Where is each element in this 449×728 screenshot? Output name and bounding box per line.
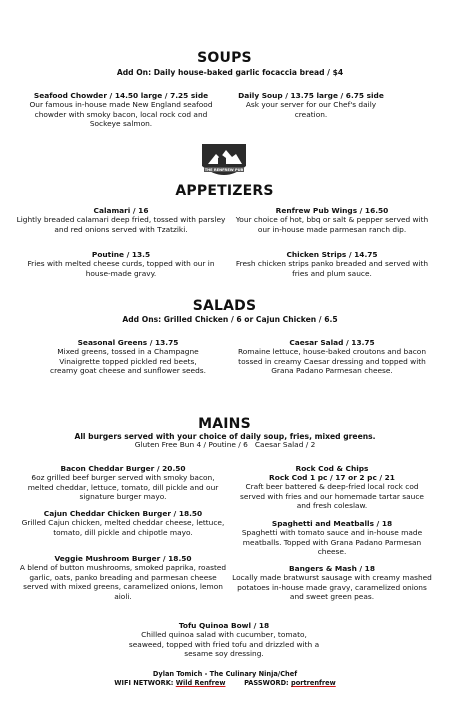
salads-heading: SALADS (192, 298, 257, 314)
item-desc: Fries with melted cheese curds, topped with our in house-made gravy. (27, 259, 215, 278)
soups-heading: SOUPS (197, 50, 252, 66)
logo-text: THE RENFREW PUB (204, 168, 244, 172)
main-item-bacon-cheddar-burger (18, 464, 228, 502)
item-price-options: Rock Cod 1 pc / 17 or 2 pc / 21 (269, 473, 395, 482)
item-desc: Our famous in-house made New England seafood chowder with smoky bacon, local rock cod and Sockeye salmon. (29, 100, 213, 129)
item-name: Seafood Chowder / 14.50 large / 7.25 side (33, 91, 209, 100)
item-name: Tofu Quinoa Bowl / 18 (178, 621, 270, 630)
main-item-tofu-bowl (124, 621, 324, 659)
item-desc: Spaghetti with tomato sauce and in-house made meatballs. Topped with Grana Padano Parmesan cheese. (241, 528, 423, 557)
main-item-cajun-chicken-burger (18, 509, 228, 537)
salad-item-seasonal-greens (48, 338, 208, 376)
item-name: Daily Soup / 13.75 large / 6.75 side (238, 91, 384, 100)
mains-note-burgers: All burgers served with your choice of daily soup, fries, mixed greens. (74, 432, 376, 441)
logo-icon (196, 140, 252, 182)
item-desc: Fresh chicken strips panko breaded and served with fries and plum sauce. (235, 259, 429, 278)
item-desc: Chilled quinoa salad with cucumber, tomato, seaweed, topped with fried tofu and drizzled with a sesame soy dressing. (128, 630, 320, 659)
appetizer-item-chicken-strips (232, 250, 432, 278)
main-item-veggie-burger (18, 554, 228, 601)
salads-addon: Add Ons: Grilled Chicken / 6 or Cajun Chicken / 6.5 (122, 315, 338, 324)
appetizer-item-poutine (16, 250, 226, 278)
item-desc: Craft beer battered & deep-fried local rock cod served with fries and our homemade tartar sauce and fresh coleslaw. (240, 482, 424, 511)
soups-addon: Add On: Daily house-baked garlic focaccia bread / $4 (116, 68, 344, 77)
item-name: Cajun Cheddar Chicken Burger / 18.50 (43, 509, 203, 518)
appetizer-item-wings (232, 206, 432, 234)
wifi-password: portrenfrew (290, 679, 336, 687)
item-desc: Your choice of hot, bbq or salt & pepper served with our in-house made parmesan ranch dip. (235, 215, 429, 234)
item-name: Spaghetti and Meatballs / 18 (271, 519, 393, 528)
item-name: Rock Cod & Chips (295, 464, 369, 473)
item-desc: Locally made bratwurst sausage with creamy mashed potatoes in-house made gravy, caramelized onions and sweet green peas. (232, 573, 432, 602)
main-item-bangers-mash (232, 564, 432, 602)
item-desc: Grilled Cajun chicken, melted cheddar cheese, lettuce, tomato, dill pickle and chipotle mayo. (21, 518, 225, 537)
item-name: Bacon Cheddar Burger / 20.50 (60, 464, 186, 473)
chef-credit: Dylan Tomich - The Culinary Ninja/Chef (152, 670, 298, 678)
appetizers-heading: APPETIZERS (175, 183, 274, 199)
item-desc: 6oz grilled beef burger served with smoky bacon, melted cheddar, lettuce, tomato, dill pickle and our signature burger mayo. (27, 473, 219, 502)
item-name: Bangers & Mash / 18 (289, 564, 375, 573)
item-name: Chicken Strips / 14.75 (286, 250, 378, 259)
item-name: Renfrew Pub Wings / 16.50 (275, 206, 389, 215)
wifi-label: WIFI NETWORK: (114, 679, 174, 687)
item-desc: Lightly breaded calamari deep fried, tossed with parsley and red onions served with Tzatziki. (16, 215, 226, 234)
item-desc: Mixed greens, tossed in a Champagne Vinaigrette topped pickled red beets, creamy goat cheese and sunflower seeds. (50, 347, 206, 376)
appetizer-item-calamari (16, 206, 226, 234)
item-name: Veggie Mushroom Burger / 18.50 (54, 554, 192, 563)
mains-heading: MAINS (198, 416, 251, 432)
item-name: Poutine / 13.5 (91, 250, 151, 259)
item-name: Calamari / 16 (93, 206, 149, 215)
item-name: Seasonal Greens / 13.75 (77, 338, 179, 347)
item-desc: Ask your server for our Chef's daily creation. (245, 100, 377, 119)
item-desc: A blend of button mushrooms, smoked paprika, roasted garlic, oats, panko breading and parmesan cheese served with mixed greens, caramelized onions, lemon aioli. (19, 563, 227, 601)
main-item-spaghetti (232, 519, 432, 557)
soup-item-daily-soup (236, 91, 386, 119)
item-desc: Romaine lettuce, house-baked croutons and bacon tossed in creamy Caesar dressing and topped with Grana Padano Parmesan cheese. (237, 347, 427, 376)
wifi-network: Wild Renfrew (175, 679, 226, 687)
soup-item-seafood-chowder (26, 91, 216, 129)
mains-note-extras: Gluten Free Bun 4 / Poutine / 6 Caesar Salad / 2 (134, 440, 316, 449)
password-label: PASSWORD: (244, 679, 289, 687)
salad-item-caesar (232, 338, 432, 376)
wifi-info (40, 679, 410, 687)
renfrew-pub-logo (196, 140, 252, 182)
main-item-rock-cod (232, 464, 432, 511)
item-name: Caesar Salad / 13.75 (289, 338, 375, 347)
